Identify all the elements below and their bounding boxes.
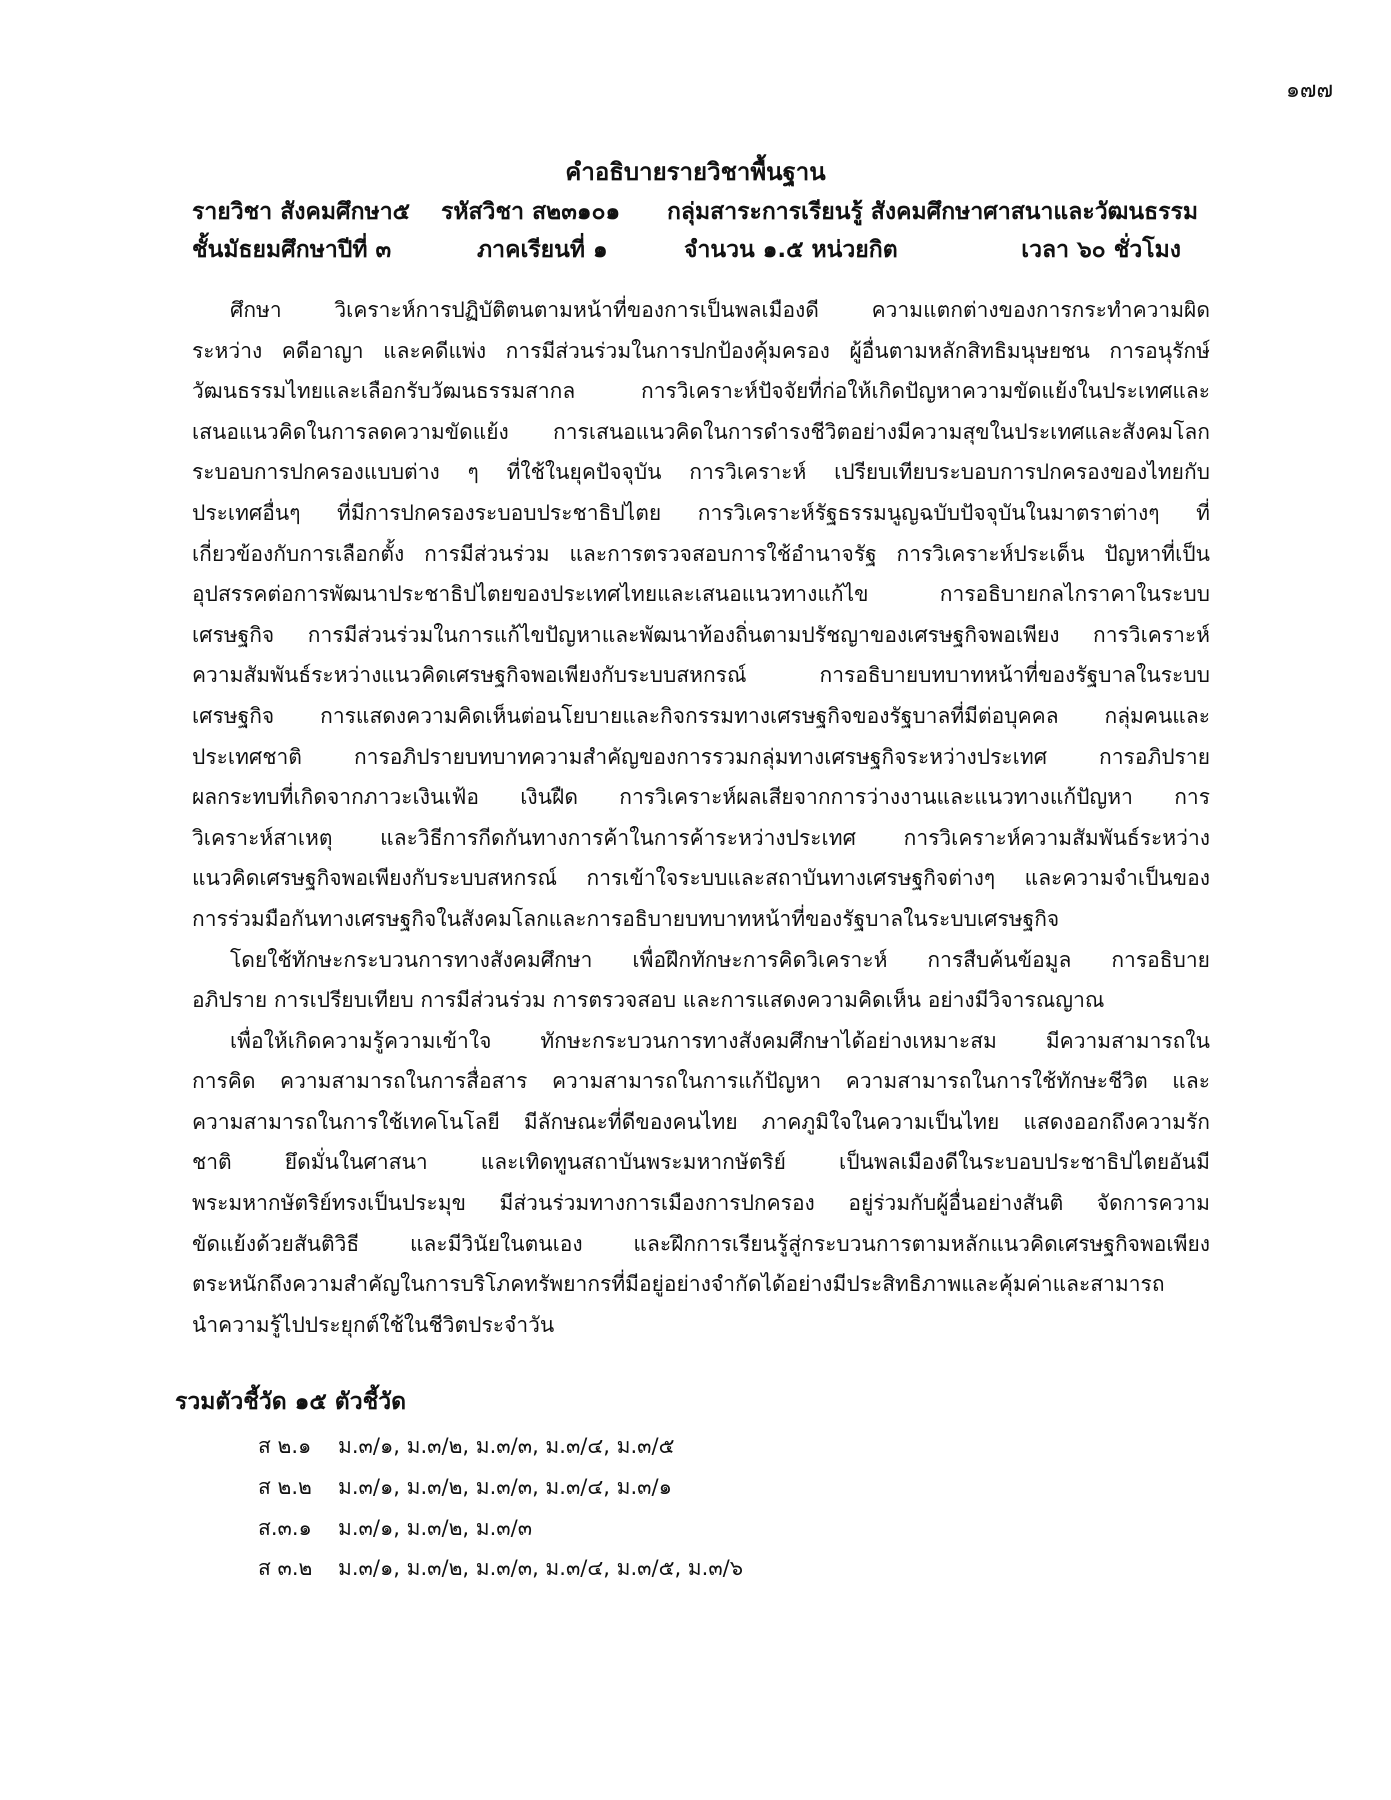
document-title: คำอธิบายรายวิชาพื้นฐาน	[565, 158, 826, 186]
indicator-row	[258, 1430, 674, 1463]
indicator-row	[258, 1471, 672, 1504]
paragraph-line: ชาติ ยึดมั่นในศาสนา และเทิดทูนสถาบันพระมหากษัตริย์ เป็นพลเมืองดีในระบอบประชาธิปไตยอันมี	[192, 1150, 1210, 1175]
paragraph-line: พระมหากษัตริย์ทรงเป็นประมุข มีส่วนร่วมทางการเมืองการปกครอง อยู่ร่วมกับผู้อื่นอย่างสันติ จัดการความ	[192, 1191, 1210, 1216]
indicator-items: ม.๓/๑, ม.๓/๒, ม.๓/๓, ม.๓/๔, ม.๓/๕	[338, 1434, 675, 1458]
grade-level: ชั้นมัธยมศึกษาปีที่ ๓	[192, 237, 392, 263]
paragraph-line: เพื่อให้เกิดความรู้ความเข้าใจ ทักษะกระบวนการทางสังคมศึกษาได้อย่างเหมาะสม มีความสามารถใน	[230, 1028, 1210, 1053]
paragraph-line: เกี่ยวข้องกับการเลือกตั้ง การมีส่วนร่วม และการตรวจสอบการใช้อำนาจรัฐ การวิเคราะห์ประเด็น ปัญหาที่เป็น	[192, 541, 1210, 566]
indicator-items: ม.๓/๑, ม.๓/๒, ม.๓/๓	[338, 1516, 533, 1540]
indicator-items: ม.๓/๑, ม.๓/๒, ม.๓/๓, ม.๓/๔, ม.๓/๑	[338, 1475, 672, 1499]
indicators-heading: รวมตัวชี้วัด ๑๕ ตัวชี้วัด	[175, 1389, 407, 1415]
description-body	[192, 290, 1210, 1345]
learning-area: กลุ่มสาระการเรียนรู้ สังคมศึกษาศาสนาและวัฒนธรรม	[667, 199, 1199, 225]
paragraph-line: ผลกระทบที่เกิดจากภาวะเงินเฟ้อ เงินฝืด การวิเคราะห์ผลเสียจากการว่างงานและแนวทางแก้ปัญหา การ	[192, 785, 1210, 810]
paragraph-line: ความสัมพันธ์ระหว่างแนวคิดเศรษฐกิจพอเพียงกับระบบสหกรณ์ การอธิบายบทบาทหน้าที่ของรัฐบาลในระบบ	[192, 663, 1210, 688]
paragraph-line: ตระหนักถึงความสำคัญในการบริโภคทรัพยากรที่มีอยู่อย่างจำกัดได้อย่างมีประสิทธิภาพและคุ้มค่าและสามารถ	[192, 1272, 1165, 1297]
indicator-code: ส.๓.๑	[258, 1516, 312, 1540]
paragraph-line: โดยใช้ทักษะกระบวนการทางสังคมศึกษา เพื่อฝึกทักษะการคิดวิเคราะห์ การสืบค้นข้อมูล การอธิบาย	[230, 947, 1210, 972]
paragraph-line: อภิปราย การเปรียบเทียบ การมีส่วนร่วม การตรวจสอบ และการแสดงความคิดเห็น อย่างมีวิจารณญาณ	[192, 988, 1105, 1013]
paragraph-line: เสนอแนวคิดในการลดความขัดแย้ง การเสนอแนวคิดในการดำรงชีวิตอย่างมีความสุขในประเทศและสังคมโลก	[192, 419, 1210, 444]
paragraph-line: ขัดแย้งด้วยสันติวิธี และมีวินัยในตนเอง และฝึกการเรียนรู้สู่กระบวนการตามหลักแนวคิดเศรษฐกิจพอเพียง	[192, 1231, 1210, 1256]
semester: ภาคเรียนที่ ๑	[477, 237, 608, 263]
hours: เวลา ๖๐ ชั่วโมง	[1021, 237, 1181, 263]
indicator-code: ส ๒.๒	[258, 1475, 312, 1499]
credits: จำนวน ๑.๕ หน่วยกิต	[684, 237, 898, 263]
paragraph-line: เศรษฐกิจ การมีส่วนร่วมในการแก้ไขปัญหาและพัฒนาท้องถิ่นตามปรัชญาของเศรษฐกิจพอเพียง การวิเคราะห์	[192, 622, 1210, 647]
paragraph-line: วิเคราะห์สาเหตุ และวิธีการกีดกันทางการค้าในการค้าระหว่างประเทศ การวิเคราะห์ความสัมพันธ์ระหว่าง	[192, 825, 1210, 850]
paragraph-line: อุปสรรคต่อการพัฒนาประชาธิปไตยของประเทศไทยและเสนอแนวทางแก้ไข การอธิบายกลไกราคาในระบบ	[192, 582, 1210, 607]
paragraph-line: วัฒนธรรมไทยและเลือกรับวัฒนธรรมสากล การวิเคราะห์ปัจจัยที่ก่อให้เกิดปัญหาความขัดแย้งในประเทศและ	[192, 379, 1210, 404]
subject-name: รายวิชา สังคมศึกษา๕	[192, 199, 411, 225]
paragraph-line: ประเทศชาติ การอภิปรายบทบาทความสำคัญของการรวมกลุ่มทางเศรษฐกิจระหว่างประเทศ การอภิปราย	[192, 744, 1210, 769]
paragraph-line: ระหว่าง คดีอาญา และคดีแพ่ง การมีส่วนร่วมในการปกป้องคุ้มครอง ผู้อื่นตามหลักสิทธิมนุษยชน การอนุรักษ์	[192, 338, 1210, 363]
indicator-row	[258, 1552, 743, 1585]
paragraph-line: นำความรู้ไปประยุกต์ใช้ในชีวิตประจำวัน	[192, 1312, 555, 1337]
paragraph-line: แนวคิดเศรษฐกิจพอเพียงกับระบบสหกรณ์ การเข้าใจระบบและสถาบันทางเศรษฐกิจต่างๆ และความจำเป็นของ	[192, 866, 1210, 891]
subject-code: รหัสวิชา ส๒๓๑๐๑	[441, 199, 621, 225]
paragraph-line: ประเทศอื่นๆ ที่มีการปกครองระบอบประชาธิปไตย การวิเคราะห์รัฐธรรมนูญฉบับปัจจุบันในมาตราต่างๆ ที่	[192, 500, 1210, 525]
paragraph-line: การคิด ความสามารถในการสื่อสาร ความสามารถในการแก้ปัญหา ความสามารถในการใช้ทักษะชีวิต และ	[192, 1069, 1210, 1094]
indicator-code: ส ๒.๑	[258, 1434, 312, 1458]
paragraph-line: ความสามารถในการใช้เทคโนโลยี มีลักษณะที่ดีของคนไทย ภาคภูมิใจในความเป็นไทย แสดงออกถึงความรัก	[192, 1109, 1210, 1134]
page-number: ๑๗๗	[1285, 78, 1333, 103]
paragraph-line: ระบอบการปกครองแบบต่าง ๆ ที่ใช้ในยุคปัจจุบัน การวิเคราะห์ เปรียบเทียบระบอบการปกครองของไทยกับ	[192, 460, 1210, 485]
indicator-items: ม.๓/๑, ม.๓/๒, ม.๓/๓, ม.๓/๔, ม.๓/๕, ม.๓/๖	[338, 1556, 744, 1580]
indicator-code: ส ๓.๒	[258, 1556, 313, 1580]
paragraph-line: เศรษฐกิจ การแสดงความคิดเห็นต่อนโยบายและกิจกรรมทางเศรษฐกิจของรัฐบาลที่มีต่อบุคคล กลุ่มคนและ	[192, 703, 1210, 728]
paragraph-line: ศึกษา วิเคราะห์การปฏิบัติตนตามหน้าที่ของการเป็นพลเมืองดี ความแตกต่างของการกระทำความผิด	[230, 298, 1210, 322]
indicator-row	[258, 1512, 532, 1545]
paragraph-line: การร่วมมือกันทางเศรษฐกิจในสังคมโลกและการอธิบายบทบาทหน้าที่ของรัฐบาลในระบบเศรษฐกิจ	[192, 906, 1060, 931]
